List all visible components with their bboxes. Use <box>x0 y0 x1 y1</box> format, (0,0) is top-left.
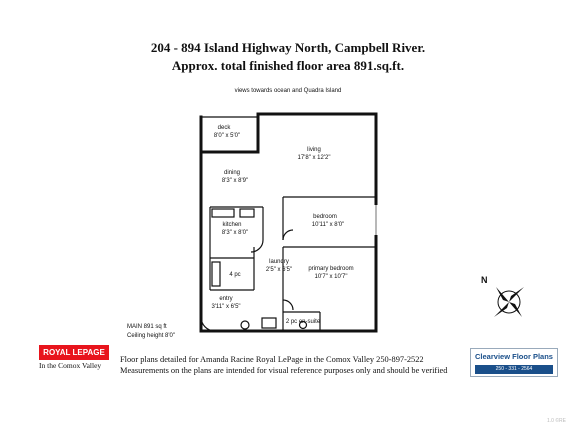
footer-disclaimer: Measurements on the plans are intended for visual reference purposes only and should be verified <box>120 366 448 375</box>
floor-area-title: Approx. total finished floor area 891.sq.ft. <box>171 58 405 73</box>
room-primary-bedroom-size: 10'7" x 10'7" <box>314 274 348 280</box>
room-bedroom-name: bedroom <box>313 214 337 220</box>
room-laundry-size: 2'5" x 6'5" <box>265 267 293 273</box>
watermark: 1.0 ©RE <box>547 418 566 424</box>
footer-credit: Floor plans detailed for Amanda Racine Royal LePage in the Comox Valley 250-897-2522 <box>120 355 424 364</box>
clearview-phone: 250 - 331 - 2564 <box>475 365 553 374</box>
room-laundry-name: laundry <box>269 259 289 265</box>
listing-address: 204 - 894 Island Highway North, Campbell River. <box>150 40 426 55</box>
clearview-name: Clearview Floor Plans <box>475 352 553 361</box>
room-deck-size: 8'0" x 5'0" <box>213 133 241 139</box>
room-deck-name: deck <box>217 125 231 131</box>
main-area: MAIN 891 sq ft <box>127 324 167 330</box>
room-bedroom-size: 10'11" x 8'0" <box>311 222 345 228</box>
room-kitchen-size: 8'3" x 8'0" <box>221 230 249 236</box>
room-entry-size: 3'11" x 6'5" <box>211 304 241 310</box>
room-ensuite-name: 2 pc en-suite <box>285 319 321 325</box>
room-living-size: 17'8" x 12'2" <box>297 155 331 161</box>
room-living-name: living <box>307 147 321 153</box>
ceiling-height: Ceiling height 8'0" <box>127 333 175 339</box>
compass-north-label: N <box>481 275 488 285</box>
view-note: views towards ocean and Quadra Island <box>234 88 342 94</box>
room-entry-name: entry <box>219 296 233 302</box>
compass-rose-icon <box>481 275 524 317</box>
royal-lepage-subtitle: In the Comox Valley <box>39 361 102 370</box>
royal-lepage-logo: ROYAL LEPAGE <box>39 345 109 360</box>
room-dining-name: dining <box>223 170 241 176</box>
room-4pc-name: 4 pc <box>229 272 241 278</box>
main-summary <box>127 323 175 341</box>
clearview-logo <box>470 348 558 377</box>
room-dining-size: 8'3" x 8'9" <box>221 178 249 184</box>
room-primary-bedroom-name: primary bedroom <box>308 266 354 272</box>
room-kitchen-name: kitchen <box>222 222 242 228</box>
